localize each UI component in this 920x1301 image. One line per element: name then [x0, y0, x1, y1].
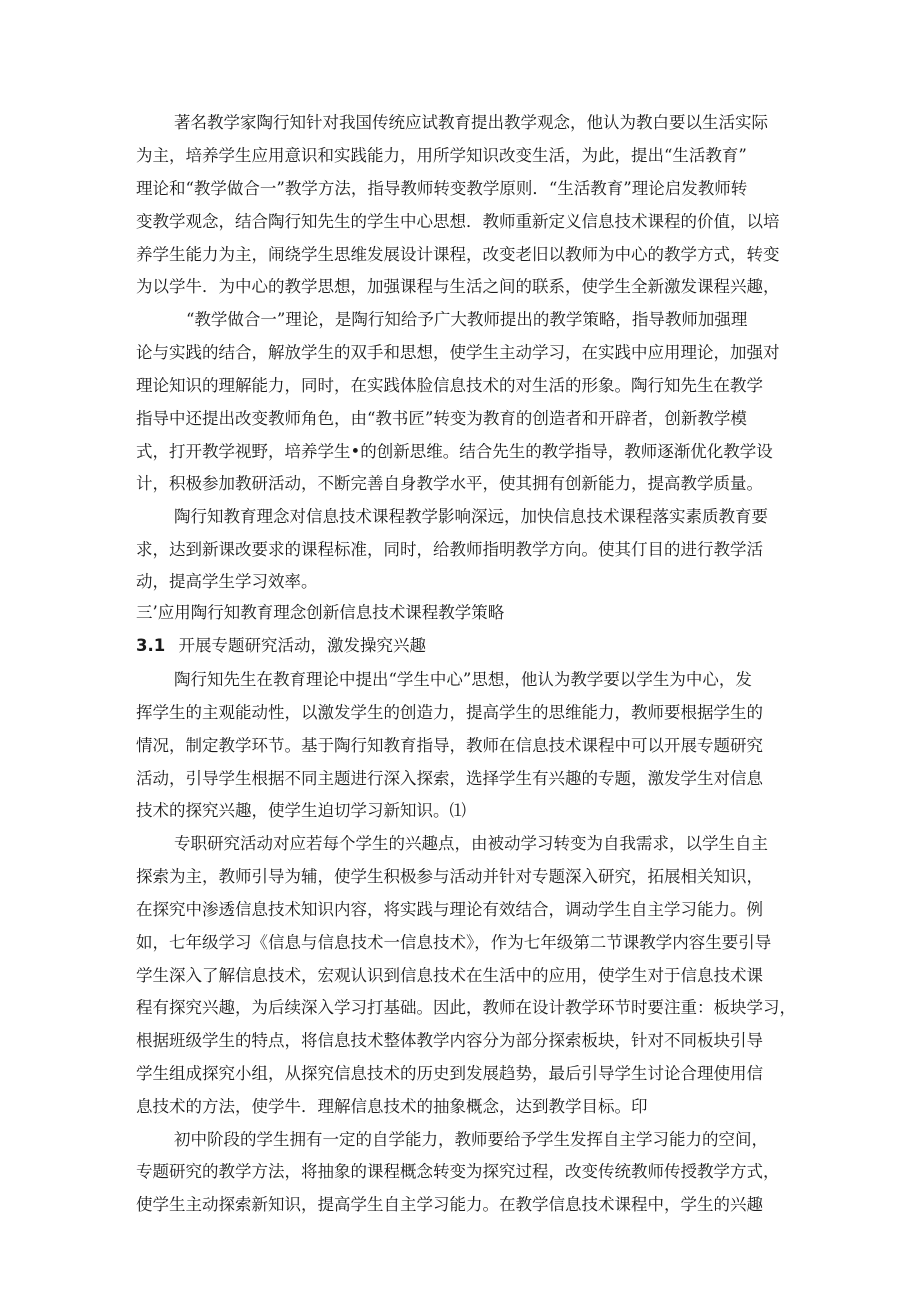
- paragraph-5-line: 学生组成探究小组，从探究信息技术的历史到发展趋势，最后引导学生讨论合理使用信: [136, 1064, 763, 1083]
- section-heading: 三’应用陶行知教育理念创新信息技术课程教学策略: [136, 603, 505, 622]
- paragraph-1-line: 著名教学家陶行知针对我国传统应试教育提出教学观念，他认为教白要以生活实际: [174, 113, 768, 132]
- paragraph-3-line: 动，提高学生学习效率。: [136, 572, 318, 591]
- paragraph-5-line: 如，七年级学习《信息与信息技术一信息技术》，作为七年级第二节课教学内容生要引导: [136, 933, 772, 952]
- paragraph-4-line: 情况，制定教学环节。基于陶行知教育指导，教师在信息技术课程中可以开展专题研究: [136, 736, 763, 755]
- paragraph-6-line: 初中阶段的学生拥有一定的自学能力，教师要给予学生发挥自主学习能力的空间，: [174, 1130, 768, 1149]
- subsection-number: 3.1: [136, 636, 166, 655]
- paragraph-5-line: 学生深入了解信息技术，宏观认识到信息技术在生活中的应用，使学生对于信息技术课: [136, 966, 763, 985]
- paragraph-2-line: 计，积极参加教研活动，不断完善自身教学水平，使其拥有创新能力，提高教学质量。: [136, 474, 763, 493]
- paragraph-1-line: 变教学观念，结合陶行知先生的学生中心思想．教师重新定义信息技术课程的价值，以培: [136, 212, 780, 231]
- paragraph-5-line: 专职研究活动对应若每个学生的兴趣点，由被动学习转变为自我需求，以学生自主: [174, 834, 768, 853]
- paragraph-2-line: 理论知识的理解能力，同时，在实践体脸信息技术的对生活的形象。陶行知先生在教学: [136, 376, 763, 395]
- paragraph-5-line: 根据班级学生的特点，将信息技术整体教学内容分为部分探索板块，针对不同板块引导: [136, 1031, 763, 1050]
- paragraph-4-line: 技术的探究兴趣，使学生迫切学习新知识。⑴: [136, 801, 466, 820]
- paragraph-3-line: 陶行知教育理念对信息技术课程教学影响深远，加快信息技术课程落实素质教育要: [174, 507, 768, 526]
- subsection-heading: [136, 636, 426, 656]
- paragraph-1-line: 为以学牛．为中心的教学思想，加强课程与生活之间的联系，使学生全新激发课程兴趣，: [136, 277, 780, 296]
- paragraph-5-line: 探索为主，教师引导为辅，使学生积极参与活动并针对专题深入研究，拓展相关知识，: [136, 867, 763, 886]
- paragraph-2-line: 指导中还提出改变教师角色，由“教书匠”转变为教育的创造者和开辟者，创新教学模: [136, 409, 747, 428]
- paragraph-5-line: 息技术的方法，使学牛．理解信息技术的抽象概念，达到教学目标。印: [136, 1097, 648, 1116]
- paragraph-2-line: 式，打开教学视野，培养学生•的创新思维。结合先生的教学指导，教师逐渐优化教学设: [136, 442, 773, 461]
- paragraph-5-line: 程有探究兴趣，为后续深入学习打基础。因此，教师在设计教学环节时要注重：板块学习，: [136, 998, 796, 1017]
- subsection-title: 开展专题研究活动，激发操究兴趣: [178, 636, 426, 655]
- paragraph-1-line: 养学生能力为主，闹绕学生思维发展设计课程，改变老旧以教师为中心的教学方式，转变: [136, 245, 780, 264]
- paragraph-3-line: 求，达到新课改要求的课程标准，同时，给教师指明教学方向。使其仃目的进行教学活: [136, 540, 763, 559]
- paragraph-6-line: 专题研究的教学方法，将抽象的课程概念转变为探究过程，改变传统教师传授教学方式，: [136, 1162, 780, 1181]
- paragraph-1-line: 为主，培养学生应用意识和实践能力，用所学知识改变生活，为此，提出“生活教育”: [136, 146, 747, 165]
- paragraph-5-line: 在探究中渗透信息技术知识内容，将实践与理论有效结合，调动学生自主学习能力。例: [136, 900, 763, 919]
- paragraph-4-line: 活动，引导学生根据不同主题进行深入探索，选择学生有兴趣的专题，激发学生对信息: [136, 769, 763, 788]
- paragraph-2-line: “教学做合一”理论，是陶行知给予广大教师提出的教学策略，指导教师加强理: [186, 310, 748, 329]
- paragraph-4-line: 陶行知先生在教育理论中提出“学生中心”思想，他认为教学要以学生为中心，发: [174, 670, 752, 689]
- paragraph-2-line: 论与实践的结合，解放学生的双手和思想，使学生主动学习，在实践中应用理论，加强对: [136, 343, 780, 362]
- paragraph-1-line: 理论和“教学做合一”教学方法，指导教师转变教学原则．“生活教育”理论启发教师转: [136, 179, 748, 198]
- paragraph-4-line: 挥学生的主观能动性，以激发学生的创造力，提高学生的思维能力，教师要根据学生的: [136, 703, 763, 722]
- paragraph-6-line: 使学生主动探索新知识，提高学生自主学习能力。在教学信息技术课程中，学生的兴趣: [136, 1195, 763, 1214]
